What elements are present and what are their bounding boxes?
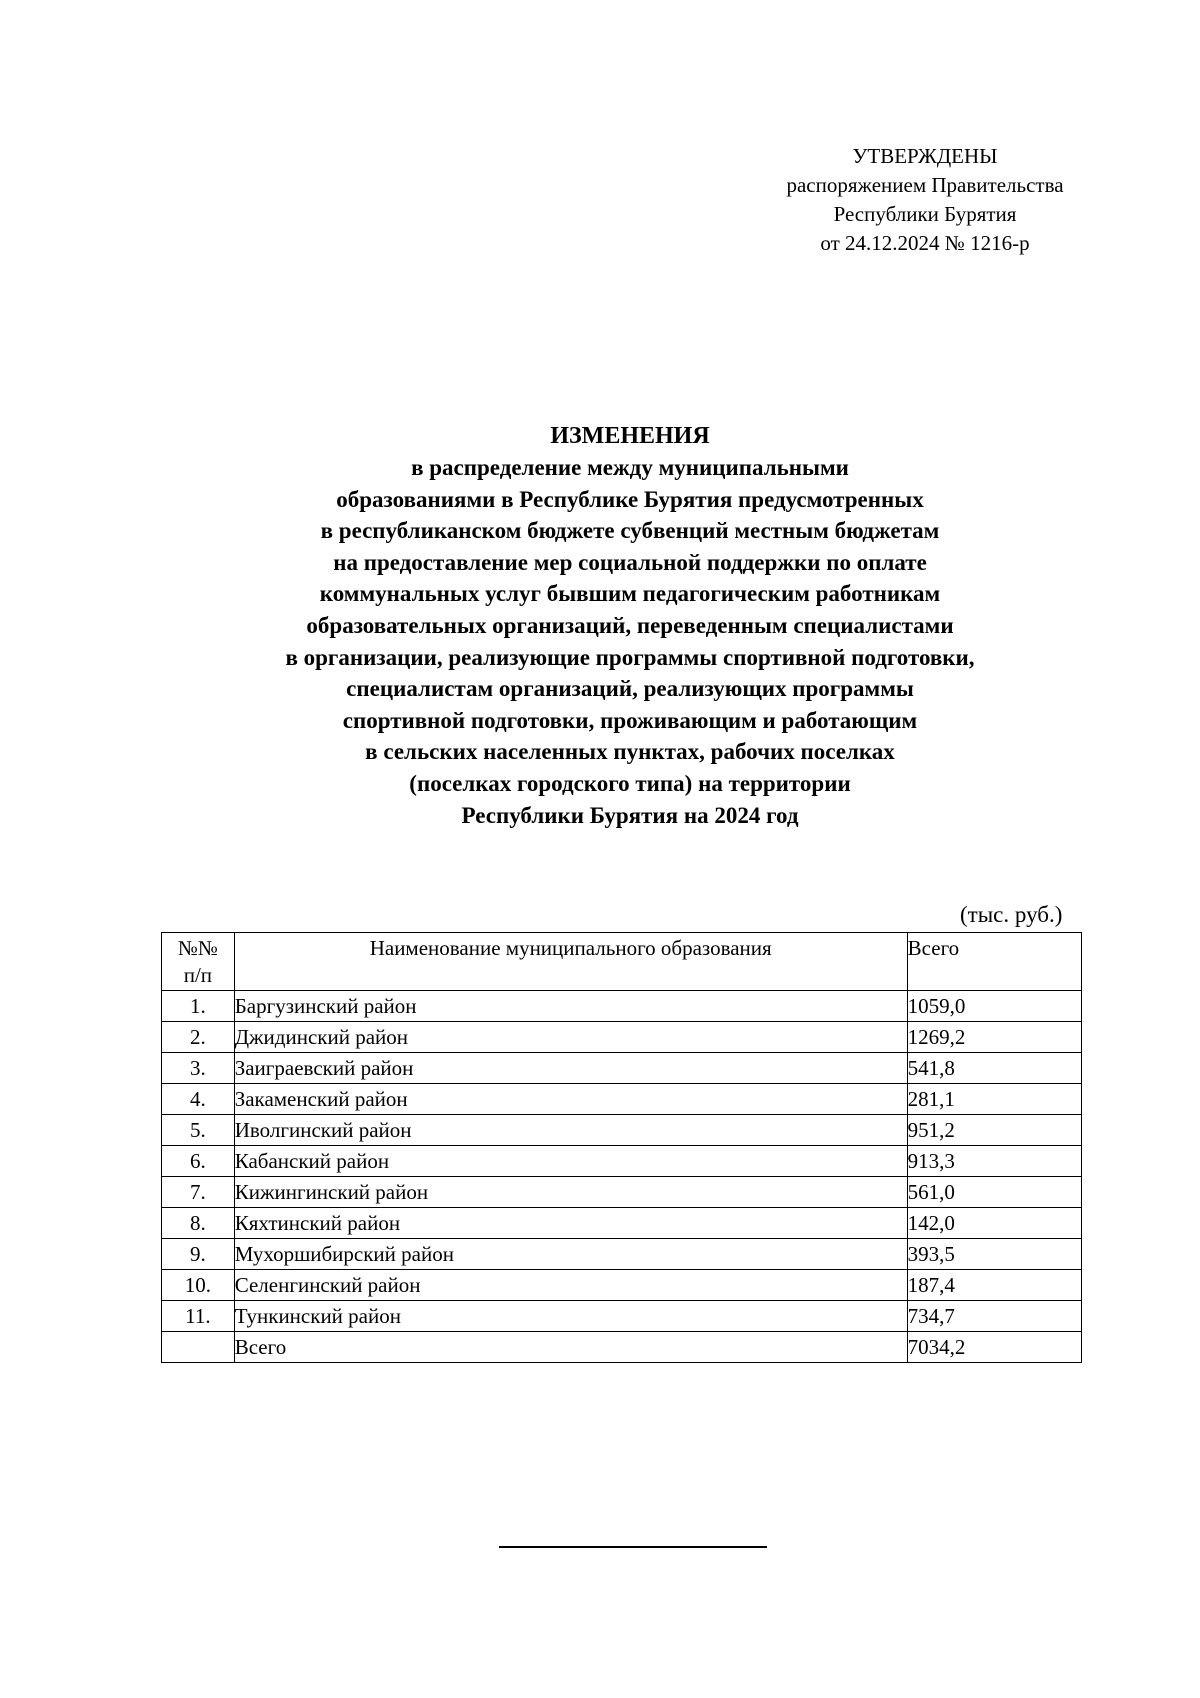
table-row xyxy=(162,1208,1082,1239)
title-line: на предоставление мер социальной поддержки по оплате xyxy=(333,549,927,575)
title-line: образовательных организаций, переведенным специалистами xyxy=(306,612,954,638)
row-number: 11. xyxy=(162,1301,235,1332)
table-row xyxy=(162,1239,1082,1270)
header-total: Всего xyxy=(907,933,1081,991)
table-row xyxy=(162,1115,1082,1146)
table-row xyxy=(162,1146,1082,1177)
title-line: образованиями в Республике Бурятия предусмотренных xyxy=(336,486,924,512)
row-name: Заиграевский район xyxy=(234,1053,907,1084)
row-name: Кабанский район xyxy=(234,1146,907,1177)
approval-stamp xyxy=(760,142,1090,258)
approval-line: Республики Бурятия xyxy=(833,202,1017,226)
row-total: 142,0 xyxy=(907,1208,1081,1239)
title-heading: ИЗМЕНЕНИЯ xyxy=(550,423,710,449)
row-number: 6. xyxy=(162,1146,235,1177)
title-subtitle xyxy=(150,452,1110,831)
units-label: (тыс. руб.) xyxy=(960,902,1063,927)
table-header-row xyxy=(162,933,1082,991)
title-line: коммунальных услуг бывшим педагогическим работникам xyxy=(319,581,941,607)
summary-total: 7034,2 xyxy=(907,1332,1081,1363)
row-number: 9. xyxy=(162,1239,235,1270)
row-number: 7. xyxy=(162,1177,235,1208)
title-line: (поселках городского типа) на территории xyxy=(409,770,851,796)
document-title xyxy=(150,420,1110,831)
row-name: Кижингинский район xyxy=(234,1177,907,1208)
table-row xyxy=(162,1022,1082,1053)
table-row xyxy=(162,1053,1082,1084)
row-total: 1059,0 xyxy=(907,991,1081,1022)
table-row xyxy=(162,991,1082,1022)
row-number: 5. xyxy=(162,1115,235,1146)
title-line: в организации, реализующие программы спортивной подготовки, xyxy=(285,644,975,670)
header-number-line: №№ xyxy=(177,936,218,960)
row-number: 1. xyxy=(162,991,235,1022)
table-row xyxy=(162,1084,1082,1115)
row-name: Иволгинский район xyxy=(234,1115,907,1146)
row-number: 8. xyxy=(162,1208,235,1239)
distribution-table xyxy=(161,932,1082,1363)
row-number: 10. xyxy=(162,1270,235,1301)
summary-name: Всего xyxy=(234,1332,907,1363)
row-name: Мухоршибирский район xyxy=(234,1239,907,1270)
table-row xyxy=(162,1301,1082,1332)
row-total: 541,8 xyxy=(907,1053,1081,1084)
table-row xyxy=(162,1177,1082,1208)
row-total: 393,5 xyxy=(907,1239,1081,1270)
summary-number xyxy=(162,1332,235,1363)
header-number-line: п/п xyxy=(183,963,213,987)
row-total: 913,3 xyxy=(907,1146,1081,1177)
row-total: 561,0 xyxy=(907,1177,1081,1208)
row-name: Закаменский район xyxy=(234,1084,907,1115)
approval-line: УТВЕРЖДЕНЫ xyxy=(852,144,998,168)
row-total: 281,1 xyxy=(907,1084,1081,1115)
row-total: 951,2 xyxy=(907,1115,1081,1146)
row-number: 3. xyxy=(162,1053,235,1084)
approval-line: от 24.12.2024 № 1216-р xyxy=(820,231,1030,255)
title-line: спортивной подготовки, проживающим и работающим xyxy=(342,707,918,733)
title-line: Республики Бурятия на 2024 год xyxy=(461,802,799,828)
row-total: 734,7 xyxy=(907,1301,1081,1332)
title-line: специалистам организаций, реализующих программы xyxy=(346,676,914,702)
row-name: Баргузинский район xyxy=(234,991,907,1022)
row-total: 187,4 xyxy=(907,1270,1081,1301)
row-name: Джидинский район xyxy=(234,1022,907,1053)
row-number: 2. xyxy=(162,1022,235,1053)
row-name: Селенгинский район xyxy=(234,1270,907,1301)
footer-divider xyxy=(499,1546,767,1548)
row-name: Тункинский район xyxy=(234,1301,907,1332)
row-number: 4. xyxy=(162,1084,235,1115)
table-summary-row xyxy=(162,1332,1082,1363)
row-total: 1269,2 xyxy=(907,1022,1081,1053)
table-body xyxy=(162,991,1082,1363)
header-number xyxy=(162,933,235,991)
approval-line: распоряжением Правительства xyxy=(786,173,1064,197)
row-name: Кяхтинский район xyxy=(234,1208,907,1239)
title-line: в республиканском бюджете субвенций местным бюджетам xyxy=(320,518,940,544)
table-row xyxy=(162,1270,1082,1301)
title-line: в распределение между муниципальными xyxy=(411,455,849,480)
header-name: Наименование муниципального образования xyxy=(234,933,907,991)
title-line: в сельских населенных пунктах, рабочих поселках xyxy=(365,739,895,765)
